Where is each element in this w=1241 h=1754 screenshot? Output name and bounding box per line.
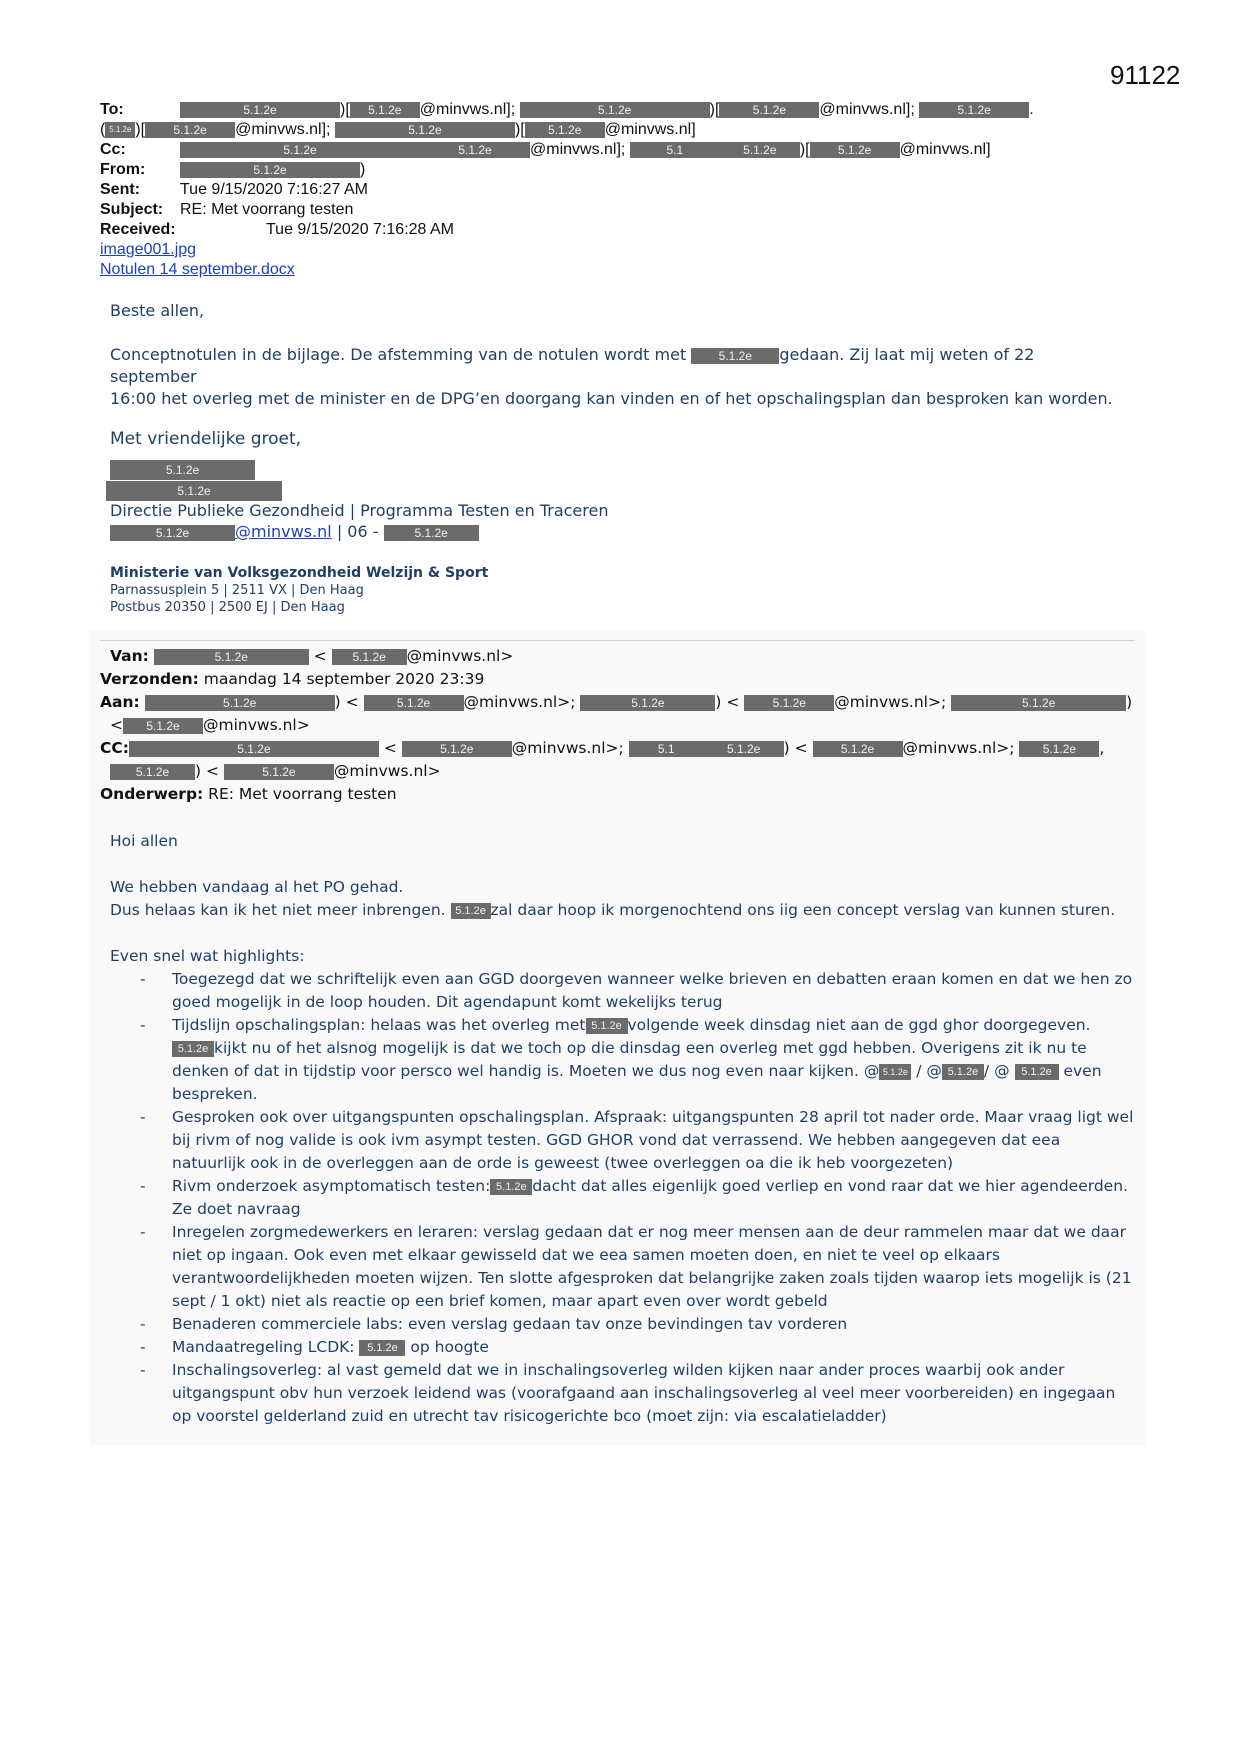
list-item: - Gesproken ook over uitgangspunten opschalingsplan. Afspraak: uitgangspunten 28 april tot nader orde. Maar vraag ligt wel bij rivm of nog valide is ook ivm asympt testen. GGD GHOR vond dat verrassend. We hebben aangegeven dat eea natuurlijk ook in de overleggen aan de orde is geweest (twee overleggen oa die ik heb voorgezeten) (110, 1106, 1135, 1175)
list-item: - Inregelen zorgmedewerkers en leraren: verslag gedaan dat er nog meer mensen aan de deur rammelen maar dat we daar niet op ingaan. Ook even met elkaar gewisseld dat we eea samen moeten doen, en niet te veel op elkaars verantwoordelijkheden moeten wijzen. Ten slotte afgesproken dat belangrijke zaken zoals tijden waarop iets mogelijk is (21 sept / 1 okt) niet als reactie op een brief komen, maar apart even over wordt gebeld (110, 1221, 1135, 1313)
redaction: 5.1.2e (335, 122, 515, 138)
attachment-row (100, 260, 1100, 280)
paragraph (110, 899, 1135, 922)
redaction: 5.1.2e (919, 102, 1029, 118)
cc-row (100, 140, 1100, 160)
text: Mandaatregeling LCDK: (172, 1338, 355, 1356)
signature-dept: Directie Publieke Gezondheid | Programma Testen en Traceren (110, 501, 609, 520)
cc-row: CC: 5.1.2e < 5.1.2e @minvws.nl>; 5.1 5.1.2e ) < 5.1.2e @minvws.nl>; 5.1.2e , (100, 739, 1105, 757)
email-domain: @minvws.nl]; (419, 101, 516, 118)
email-domain: @minvws.nl] (899, 141, 991, 158)
document-number: 91122 (1110, 60, 1181, 90)
redaction: 5.1.2e (1019, 741, 1099, 757)
redaction: 5.1.2e (879, 1064, 911, 1080)
text: op hoogte (405, 1338, 489, 1356)
text: Rivm onderzoek asymptomatisch testen: (172, 1177, 491, 1195)
org-address: Postbus 20350 | 2500 EJ | Den Haag (110, 600, 345, 615)
cc-row-cont: 5.1.2e ) < 5.1.2e @minvws.nl> (100, 760, 1140, 783)
forwarded-body (110, 830, 1135, 1428)
signature (110, 458, 608, 542)
to-row-cont: ( 5.1.2e )[ 5.1.2e @minvws.nl]; 5.1.2e )[ 5.1.2e @minvws.nl] (100, 121, 696, 138)
sent-label: Sent: (100, 181, 140, 198)
received-label: Received: (100, 221, 176, 238)
list-item: - Inschalingsoverleg: al vast gemeld dat we in inschalingsoverleg wilden kijken naar ander proces waarbij ook ander uitgangspunt obv hun verzoek leidend was (voorafgaand aan inschalingsoverleg al veel meer voorbereiden) en ingegaan op voorstel gelderland zuid en utrecht tav risicogerichte bco (moet zijn: via escalatieladder) (110, 1359, 1135, 1428)
text: | 06 - (336, 522, 379, 541)
bracket: )[ (514, 121, 525, 138)
redaction: 5.1.2e (180, 162, 360, 178)
email-domain: @minvws.nl>; (834, 693, 947, 711)
redaction: 5.1.2e (129, 741, 379, 757)
text: / @ (911, 1062, 942, 1080)
verzonden-value: maandag 14 september 2020 23:39 (203, 670, 485, 688)
redaction: 5.1.2e (359, 1340, 405, 1356)
redaction: 5.1.2e (224, 764, 334, 780)
redaction: 5.1.2e (180, 142, 420, 158)
redaction: 5.1.2e (1015, 1064, 1059, 1080)
onderwerp-row (100, 783, 1140, 806)
aan-row-cont: < 5.1.2e @minvws.nl> (110, 716, 310, 734)
redaction: 5.1.2e (105, 122, 135, 138)
redaction: 5.1.2e (744, 695, 834, 711)
subject-row (100, 200, 1100, 220)
attachment-link[interactable]: image001.jpg (100, 241, 197, 258)
aan-label: Aan: (100, 693, 140, 711)
list-item (110, 1175, 1135, 1221)
email-header (100, 100, 1100, 280)
text: 16:00 het overleg met de minister en de DPG’en doorgang kan vinden en of het opschalingsplan dan besproken kan worden. (110, 389, 1113, 408)
paragraph (110, 344, 1120, 410)
redaction: 5.1.2e (720, 142, 800, 158)
closing: Met vriendelijke groet, (110, 429, 302, 449)
redaction: 5.1.2e (691, 348, 779, 364)
signature-contact (110, 521, 608, 542)
redaction: 5.1.2e (580, 695, 715, 711)
redaction: 5.1.2e (451, 903, 491, 919)
from-row (100, 160, 1100, 180)
redaction: 5.1.2e (810, 142, 900, 158)
van-row: Van: 5.1.2e < 5.1.2e @minvws.nl> (110, 647, 514, 665)
bracket: )[ (709, 101, 720, 118)
text: kijkt nu of het alsnog mogelijk is dat we toch op die dinsdag een overleg met ggd hebben. Overigens zit ik nu te denken of dat in tijdstip voor persco wel handig is. Moeten we dus nog even naar kijken. @ (172, 1039, 1087, 1080)
org-address: Parnassusplein 5 | 2511 VX | Den Haag (110, 583, 364, 598)
received-value: Tue 9/15/2020 7:16:28 AM (266, 221, 454, 238)
van-label: Van: (110, 647, 149, 665)
to-row: To: 5.1.2e )[ 5.1.2e @minvws.nl]; 5.1.2e )[ 5.1.2e @minvws.nl]; 5.1.2e . (100, 101, 1034, 118)
redaction: 5.1.2e (110, 525, 235, 541)
subject-value: RE: Met voorrang testen (180, 201, 354, 218)
text: gedaan. Zij laat mij weten of 22 september (110, 345, 1035, 386)
organization-block (110, 565, 488, 616)
from-label: From: (100, 161, 146, 178)
onderwerp-label: Onderwerp: (100, 785, 204, 803)
redaction: 5.1.2e (154, 649, 309, 665)
redaction: 5.1.2e (145, 695, 335, 711)
email-domain: @minvws.nl]; (235, 121, 331, 138)
text: Conceptnotulen in de bijlage. De afstemming van de notulen wordt met (110, 345, 687, 364)
verzonden-row (100, 668, 1140, 691)
redaction: 5.1.2e (719, 102, 819, 118)
message-body (110, 300, 1120, 450)
list-item (110, 1014, 1135, 1106)
redaction: 5.1.2e (813, 741, 903, 757)
text: volgende week dinsdag niet aan de ggd ghor doorgegeven. (627, 1016, 1091, 1034)
list-item: - Benaderen commerciele labs: even verslag gedaan tav onze bevindingen tav vorderen (110, 1313, 1135, 1336)
redaction: 5.1.2e (704, 741, 784, 757)
sent-row (100, 180, 1100, 200)
email-domain: @minvws.nl>; (902, 739, 1015, 757)
redaction: 5.1.2e (364, 695, 464, 711)
redaction: 5.1.2e (525, 122, 605, 138)
text: Tijdslijn opschalingsplan: helaas was het overleg met (172, 1016, 586, 1034)
redaction: 5.1.2e (402, 741, 512, 757)
text: even bespreken. (172, 1062, 1102, 1103)
divider (100, 640, 1135, 641)
redaction: 5.1 (630, 142, 720, 158)
redaction: 5.1 (629, 741, 704, 757)
attachment-link[interactable]: Notulen 14 september.docx (100, 261, 295, 278)
text: dacht dat alles eigenlijk goed verliep en vond raar dat we hier agendeerden. Ze doet navraag (172, 1177, 1128, 1218)
list-item (110, 1336, 1135, 1359)
bracket: ) (360, 161, 366, 178)
redaction: 5.1.2e (332, 649, 407, 665)
text: Dus helaas kan ik het niet meer inbrengen. (110, 901, 446, 919)
redaction: 5.1.2e (420, 142, 530, 158)
attachment-row (100, 240, 1100, 260)
subject-label: Subject: (100, 201, 164, 218)
redaction: 5.1.2e (520, 102, 710, 118)
redaction: 5.1.2e (123, 718, 203, 734)
redaction: 5.1.2e (106, 481, 282, 501)
verzonden-label: Verzonden: (100, 670, 199, 688)
email-domain: @minvws.nl]; (819, 101, 915, 118)
email-domain: @minvws.nl]; (530, 141, 626, 158)
received-row (100, 220, 1100, 240)
bracket: )[ (340, 101, 350, 118)
email-domain: @minvws.nl] (604, 121, 696, 138)
email-domain: @minvws.nl> (406, 647, 514, 665)
redaction: 5.1.2e (586, 1018, 628, 1034)
org-name: Ministerie van Volksgezondheid Welzijn & Sport (110, 565, 489, 581)
paragraph: We hebben vandaag al het PO gehad. (110, 878, 404, 896)
highlights-title: Even snel wat highlights: (110, 947, 305, 965)
redaction: 5.1.2e (350, 102, 420, 118)
forwarded-header (100, 645, 1140, 806)
greeting: Beste allen, (110, 301, 205, 320)
redaction: 5.1.2e (490, 1179, 532, 1195)
email-domain: @minvws.nl>; (511, 739, 624, 757)
cc-label: Cc: (100, 141, 126, 158)
greeting: Hoi allen (110, 832, 178, 850)
redaction: 5.1.2e (110, 764, 195, 780)
highlights-list (110, 968, 1135, 1428)
email-domain: @minvws.nl> (203, 716, 310, 734)
redaction: 5.1.2e (180, 102, 340, 118)
text: / @ (983, 1062, 1010, 1080)
redaction: 5.1.2e (951, 695, 1126, 711)
redaction: 5.1.2e (942, 1064, 984, 1080)
text: zal daar hoop ik morgenochtend ons iig een concept verslag van kunnen sturen. (490, 901, 1116, 919)
redaction: 5.1.2e (110, 460, 255, 480)
to-label: To: (100, 101, 124, 118)
onderwerp-value: RE: Met voorrang testen (208, 785, 397, 803)
redaction: 5.1.2e (145, 122, 235, 138)
bracket: )[ (799, 141, 810, 158)
list-item: - Toegezegd dat we schriftelijk even aan GGD doorgeven wanneer welke brieven en debatten eraan komen en dat we hen zo goed mogelijk in de loop houden. Dit agendapunt komt wekelijks terug (110, 968, 1135, 1014)
redaction: 5.1.2e (172, 1041, 214, 1057)
cc-label: CC: (100, 739, 129, 757)
aan-row: Aan: 5.1.2e ) < 5.1.2e @minvws.nl>; 5.1.2e ) < 5.1.2e @minvws.nl>; 5.1.2e ) (100, 693, 1133, 711)
redaction: 5.1.2e (384, 525, 479, 541)
signature-email[interactable]: @minvws.nl (235, 522, 332, 541)
email-domain: @minvws.nl>; (463, 693, 576, 711)
sent-value: Tue 9/15/2020 7:16:27 AM (180, 181, 368, 198)
bracket: )[ (135, 121, 146, 138)
email-domain: @minvws.nl> (333, 762, 441, 780)
